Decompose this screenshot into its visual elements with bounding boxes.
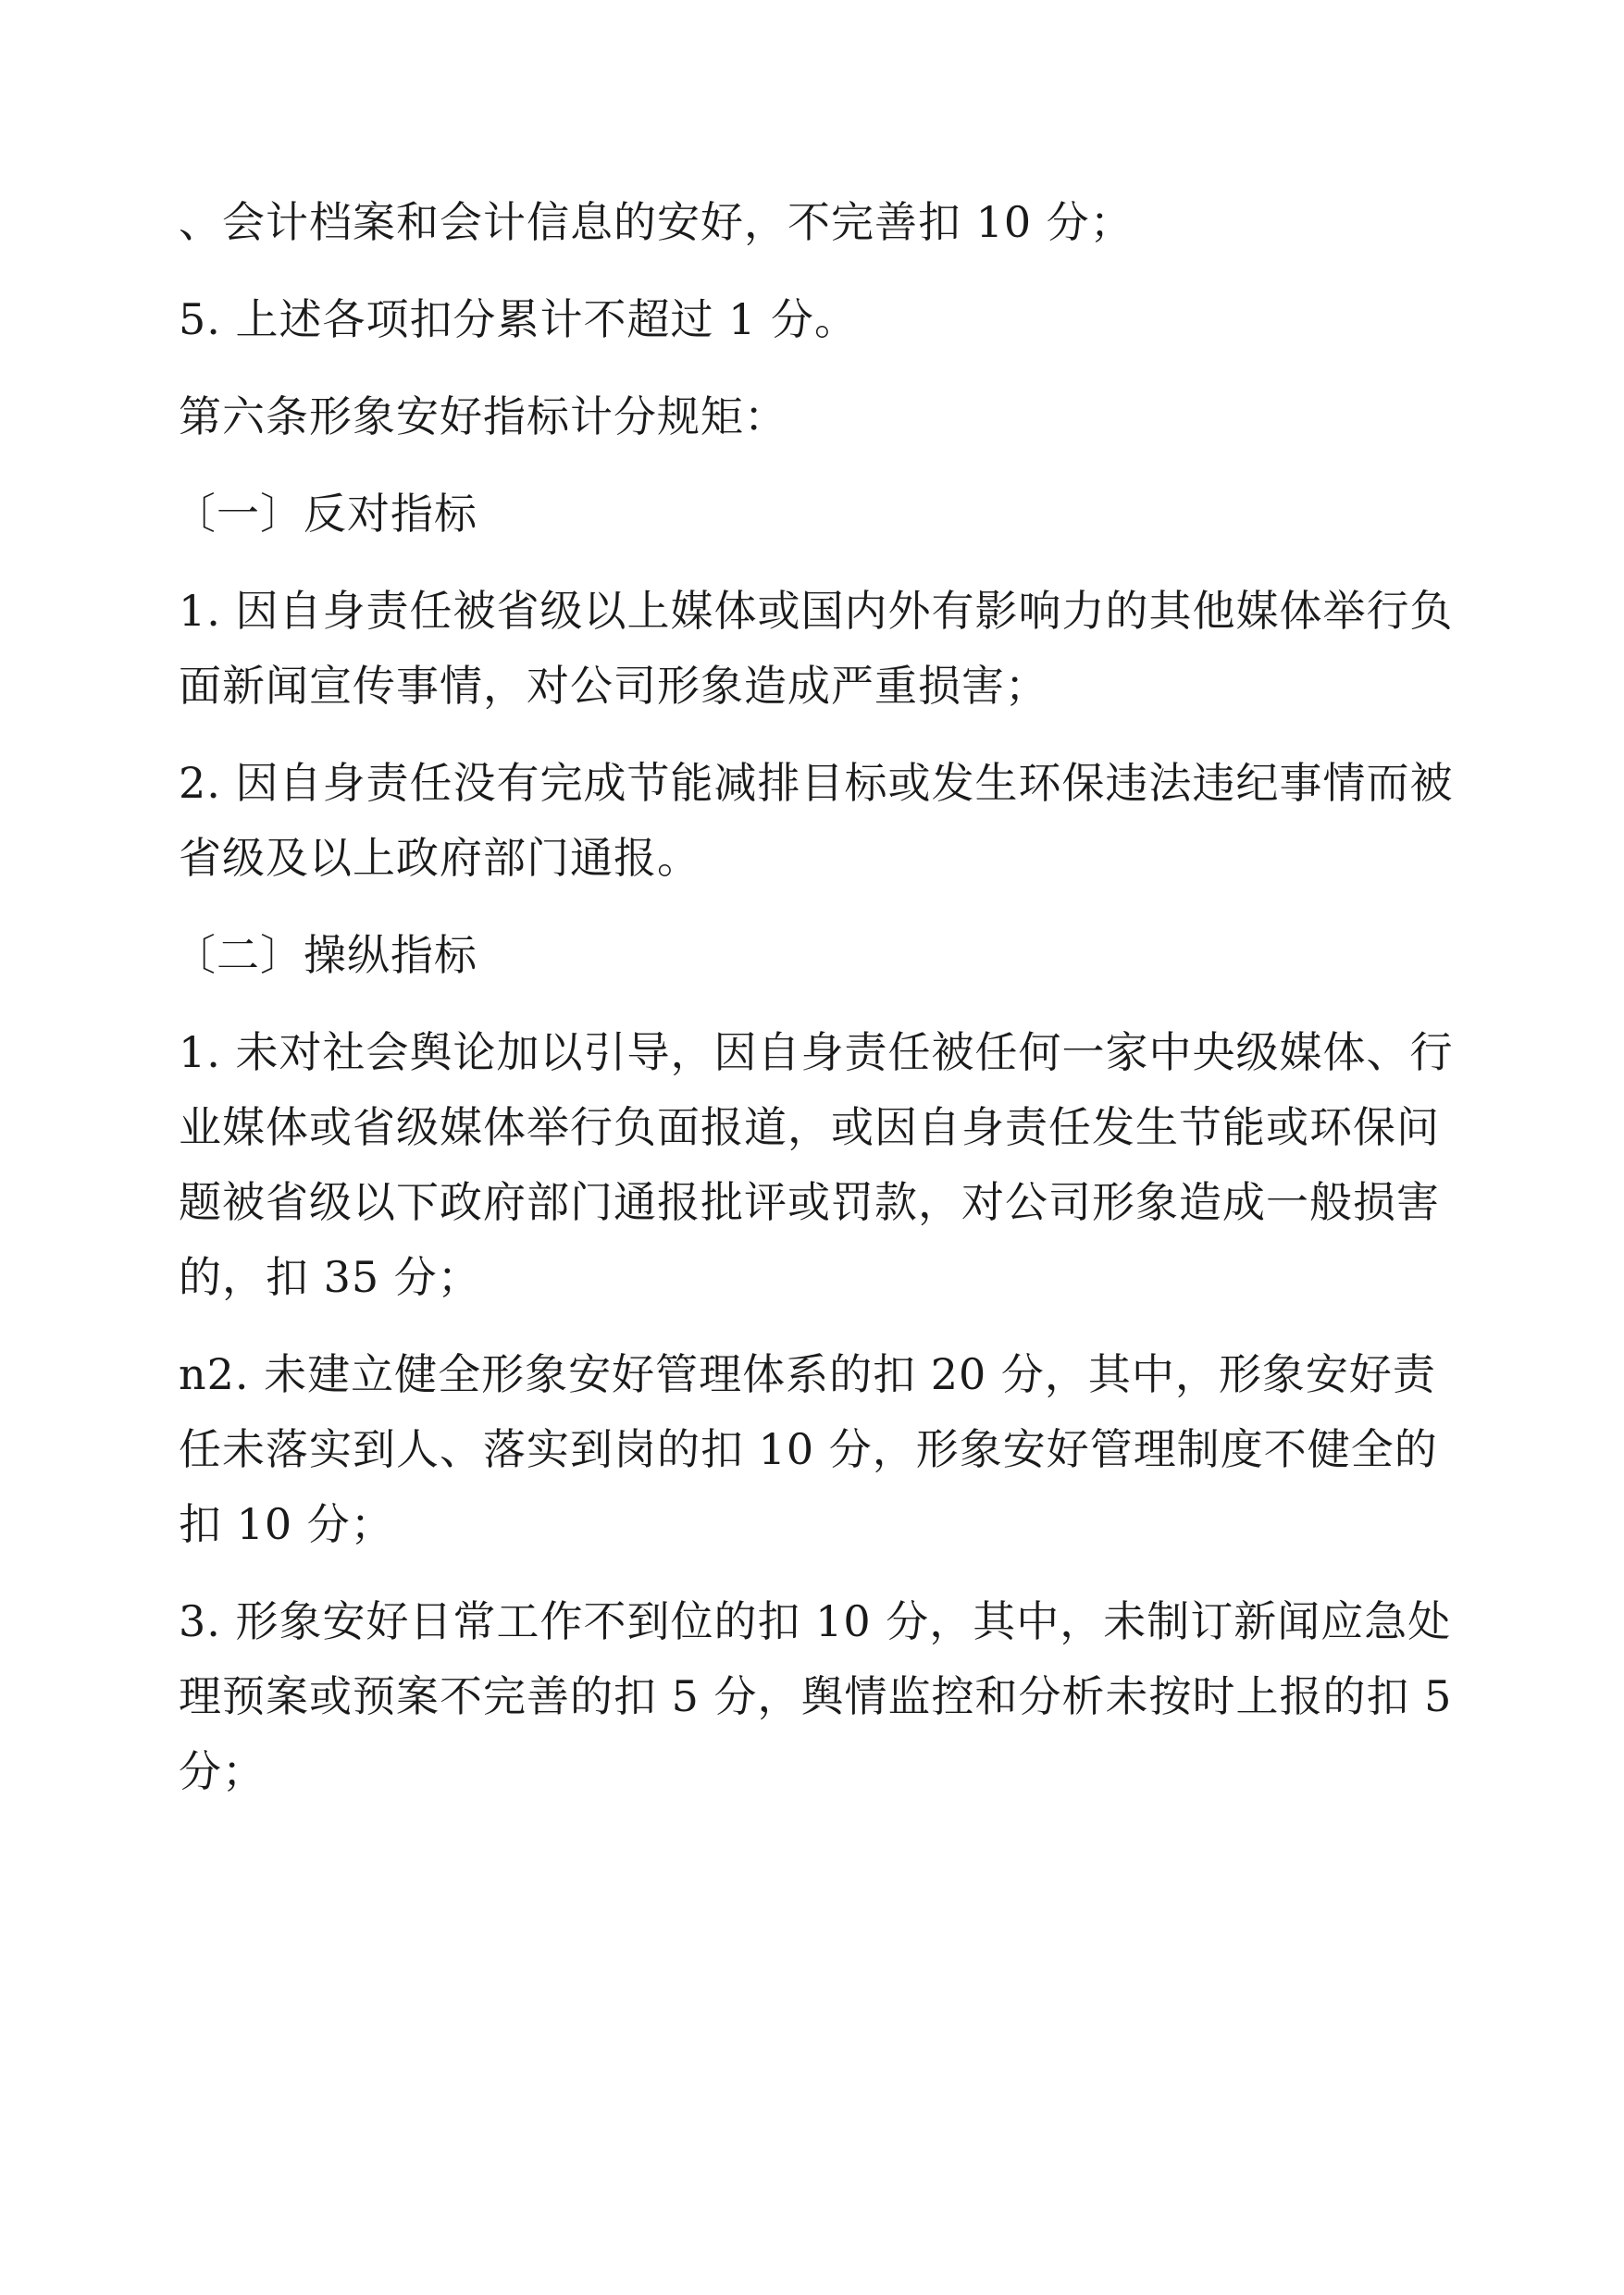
section-two-heading: 〔二〕操纵指标 bbox=[173, 930, 477, 980]
section-one-heading: 〔一〕反对指标 bbox=[173, 489, 477, 539]
section-one-item-1: 1. 因自身责任被省级以上媒体或国内外有影响力的其他媒体举行负面新闻宣传事情，对公司形象造成严重损害； bbox=[179, 586, 1454, 711]
document-body bbox=[173, 185, 1465, 1831]
article-six-heading: 第六条形象安好指标计分规矩： bbox=[179, 391, 787, 441]
section-two-item-3: 3. 形象安好日常工作不到位的扣 10 分，其中，未制订新闻应急处理预案或预案不完善的扣 5 分，舆情监控和分析未按时上报的扣 5 分； bbox=[179, 1596, 1453, 1796]
section-one-item-2: 2. 因自身责任没有完成节能减排目标或发生环保违法违纪事情而被省级及以上政府部门通报。 bbox=[179, 758, 1454, 883]
section-two-item-2: n2. 未建立健全形象安好管理体系的扣 20 分，其中，形象安好责任未落实到人、落实到岗的扣 10 分，形象安好管理制度不健全的扣 10 分； bbox=[179, 1349, 1438, 1549]
paragraph-item-5: 5. 上述各项扣分累计不超过 1 分。 bbox=[179, 294, 859, 344]
section-two-item-1: 1. 未对社会舆论加以引导，因自身责任被任何一家中央级媒体、行业媒体或省级媒体举行负面报道，或因自身责任发生节能或环保问题被省级以下政府部门通报批评或罚款，对公司形象造成一般损害的，扣 35 分； bbox=[179, 1027, 1454, 1302]
paragraph-accounting-archives: 、会计档案和会计信息的安好，不完善扣 10 分； bbox=[179, 197, 1134, 247]
